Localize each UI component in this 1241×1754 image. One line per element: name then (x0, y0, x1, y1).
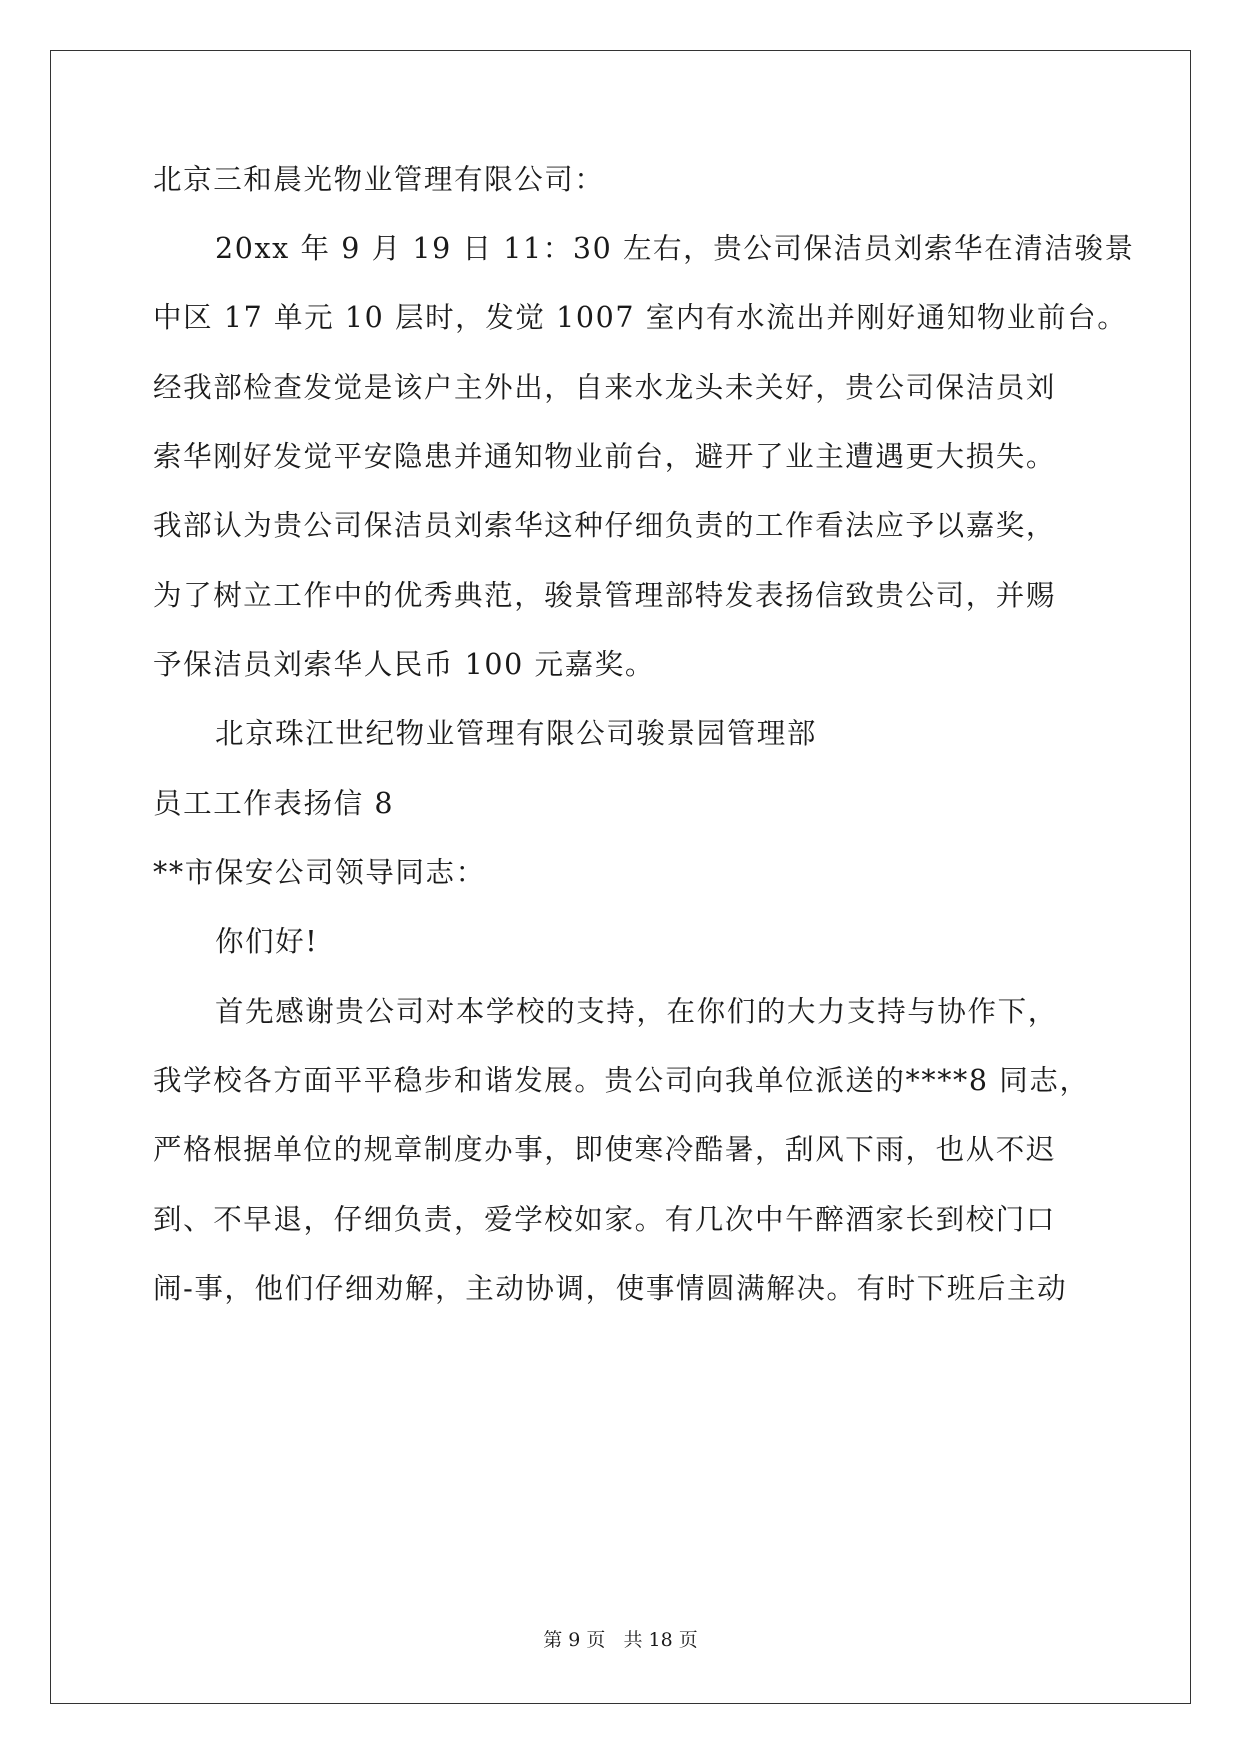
paragraph-line: 予保洁员刘索华人民币 100 元嘉奖。 (153, 648, 655, 681)
paragraph-line: 我部认为贵公司保洁员刘索华这种仔细负责的工作看法应予以嘉奖， (153, 509, 1057, 542)
paragraph-line: 首先感谢贵公司对本学校的支持，在你们的大力支持与协作下， (215, 995, 1058, 1028)
signature-line: 北京珠江世纪物业管理有限公司骏景园管理部 (215, 717, 818, 750)
greeting-line: 你们好! (215, 925, 319, 958)
paragraph-line: 经我部检查发觉是该户主外出，自来水龙头未关好，贵公司保洁员刘 (153, 371, 1057, 404)
salutation-line: 北京三和晨光物业管理有限公司： (153, 163, 605, 196)
paragraph-line: 20xx 年 9 月 19 日 11：30 左右，贵公司保洁员刘索华在清洁骏景 (215, 232, 1135, 265)
section-heading: 员工工作表扬信 8 (153, 787, 395, 820)
paragraph-line: 闹-事，他们仔细劝解，主动协调，使事情圆满解决。有时下班后主动 (153, 1272, 1068, 1305)
paragraph-line: 索华刚好发觉平安隐患并通知物业前台，避开了业主遭遇更大损失。 (153, 440, 1057, 473)
paragraph-line: 到、不早退，仔细负责，爱学校如家。有几次中午醉酒家长到校门口 (153, 1203, 1057, 1236)
paragraph-line: 严格根据单位的规章制度办事，即使寒冷酷暑，刮风下雨，也从不迟 (153, 1133, 1057, 1166)
page-footer (0, 1628, 1241, 1652)
page-number: 第 9 页 (543, 1629, 606, 1651)
total-pages: 共 18 页 (623, 1629, 698, 1651)
paragraph-line: 中区 17 单元 10 层时，发觉 1007 室内有水流出并刚好通知物业前台。 (153, 301, 1128, 334)
salutation-line: **市保安公司领导同志： (153, 856, 486, 889)
paragraph-line: 我学校各方面平平稳步和谐发展。贵公司向我单位派送的****8 同志， (153, 1064, 1090, 1097)
paragraph-line: 为了树立工作中的优秀典范，骏景管理部特发表扬信致贵公司，并赐 (153, 579, 1057, 612)
